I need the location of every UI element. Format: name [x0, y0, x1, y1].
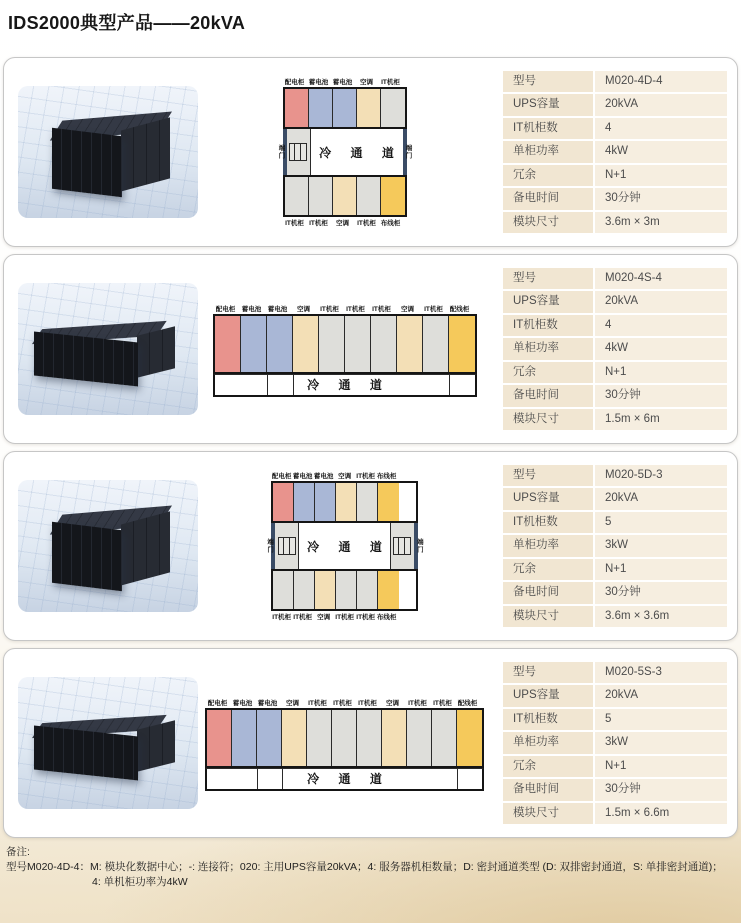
- spec-value: 4: [595, 118, 727, 140]
- diagram-cell-label: 蓄电池: [292, 473, 313, 480]
- diagram-cell-label: 蓄电池: [332, 79, 353, 86]
- spec-label: 单柜功率: [503, 535, 593, 557]
- diagram-cell-battery: [309, 89, 333, 127]
- diagram-cell-it: [294, 571, 315, 609]
- spec-value: 3.6m × 3m: [595, 212, 727, 234]
- diagram-cell-it: [345, 316, 371, 372]
- cabinet-face: [34, 332, 138, 387]
- diagram-cell-battery: [241, 316, 267, 372]
- diagram-cell-cable: [378, 483, 399, 521]
- cold-aisle-label: 冷 通 道: [307, 772, 390, 786]
- end-door-label: 端门: [277, 144, 285, 160]
- footnote-line1: 型号M020-4D-4：M: 模块化数据中心；-: 连接符；020: 主用UPS容量20kVA；4: 服务器机柜数量；D: 密封通道类型 (D: 双排密封通道，S: 单排密封通道)；: [6, 861, 723, 874]
- spec-label: UPS容量: [503, 291, 593, 313]
- spec-label: 备电时间: [503, 385, 593, 407]
- diagram-cell-battery: [257, 710, 282, 766]
- spec-label: 模块尺寸: [503, 212, 593, 234]
- diagram-cell-it: [357, 710, 382, 766]
- spec-value: 3kW: [595, 732, 727, 754]
- cabinet-face: [52, 522, 122, 591]
- spec-table: [503, 465, 727, 628]
- aisle-divider: [457, 769, 458, 789]
- diagram-cell-label: IT机柜: [424, 305, 443, 313]
- diagram-cell-it: [423, 316, 449, 372]
- spec-value: M020-4S-4: [595, 268, 727, 290]
- diagram-cell-label: IT机柜: [372, 305, 391, 313]
- cabinet-face: [121, 118, 170, 192]
- diagram-cell-label: IT机柜: [308, 699, 327, 707]
- diagram-cell-ac: [315, 571, 336, 609]
- diagram-cell-it: [307, 710, 332, 766]
- diagram-cell-label: IT机柜: [356, 473, 376, 480]
- diagram-cell-label: 布线柜: [380, 220, 401, 227]
- diagram-cell-ac: [293, 316, 319, 372]
- diagram-cell-label: IT机柜: [357, 220, 376, 227]
- diagram-cell-battery: [232, 710, 257, 766]
- diagram-cell-power: [215, 316, 241, 372]
- spec-label: IT机柜数: [503, 512, 593, 534]
- spec-value: N+1: [595, 165, 727, 187]
- product-panel: [3, 648, 738, 838]
- footnote-label: 备注:: [6, 846, 30, 858]
- diagram-cell-label: IT机柜: [356, 614, 376, 621]
- diagram-cell-row: [213, 314, 477, 374]
- diagram-cell-row: [271, 569, 418, 611]
- diagram-cell-battery: [315, 483, 336, 521]
- spec-value: N+1: [595, 362, 727, 384]
- layout-diagram: [266, 469, 423, 623]
- diagram-cell-battery: [333, 89, 357, 127]
- spec-label: 备电时间: [503, 779, 593, 801]
- diagram-cell-it: [357, 571, 378, 609]
- diagram-area: [198, 469, 491, 623]
- spec-label: IT机柜数: [503, 709, 593, 731]
- spec-value: 1.5m × 6.6m: [595, 803, 727, 825]
- diagram-cell-label: 配电柜: [207, 699, 228, 707]
- diagram-cell-label: 蓄电池: [267, 305, 288, 313]
- spec-label: 备电时间: [503, 582, 593, 604]
- diagram-cell-cable: [449, 316, 475, 372]
- diagram-cell-label: 空调: [338, 473, 352, 480]
- spec-value: 5: [595, 512, 727, 534]
- diagram-cell-label: IT机柜: [293, 614, 313, 621]
- diagram-cell-label: 空调: [286, 699, 299, 707]
- spec-value: 3kW: [595, 535, 727, 557]
- spec-value: 4kW: [595, 141, 727, 163]
- spec-value: 4: [595, 315, 727, 337]
- aisle-divider: [267, 375, 268, 395]
- diagram-labels-bottom: [271, 612, 418, 623]
- aisle-divider: [282, 769, 283, 789]
- server-cabinets-image: [18, 86, 198, 218]
- spec-label: 模块尺寸: [503, 606, 593, 628]
- diagram-cell-label: 布线柜: [376, 614, 397, 621]
- cold-aisle-band: [277, 129, 412, 175]
- spec-label: 冗余: [503, 165, 593, 187]
- diagram-cell-ac: [336, 483, 357, 521]
- diagram-cell-label: 蓄电池: [232, 699, 253, 707]
- aisle-divider: [257, 769, 258, 789]
- diagram-cell-power: [207, 710, 232, 766]
- server-cabinets-image: [18, 677, 198, 809]
- cabinet-face: [121, 512, 170, 586]
- diagram-cell-label: 空调: [317, 614, 331, 621]
- spec-value: 20kVA: [595, 685, 727, 707]
- diagram-labels-top: [271, 469, 418, 480]
- spec-value: 20kVA: [595, 291, 727, 313]
- end-door-cells: [278, 537, 296, 555]
- spec-value: N+1: [595, 756, 727, 778]
- diagram-cell-label: 空调: [401, 305, 414, 313]
- diagram-cell-battery: [267, 316, 293, 372]
- diagram-cell-label: 配线柜: [449, 305, 470, 313]
- spec-value: N+1: [595, 559, 727, 581]
- diagram-cell-it: [371, 316, 397, 372]
- layout-diagram: [205, 696, 484, 791]
- diagram-area: [198, 75, 491, 229]
- cabinet-face: [137, 326, 175, 378]
- cold-aisle-label: 冷 通 道: [307, 378, 390, 392]
- cold-aisle-band: [205, 768, 484, 791]
- end-door-cells: [393, 537, 411, 555]
- diagram-cell-label: 配电柜: [271, 473, 292, 480]
- diagram-cell-it: [357, 177, 381, 215]
- diagram-cell-it: [285, 177, 309, 215]
- product-panel: [3, 254, 738, 444]
- product-panel: [3, 451, 738, 641]
- spec-value: M020-5D-3: [595, 465, 727, 487]
- diagram-cell-label: 蓄电池: [257, 699, 278, 707]
- diagram-cell-it: [319, 316, 345, 372]
- cold-aisle-band: [266, 523, 423, 569]
- end-door-label: 端门: [415, 538, 423, 554]
- spec-label: 型号: [503, 268, 593, 290]
- diagram-cell-ac: [282, 710, 307, 766]
- diagram-cell-label: IT机柜: [408, 699, 427, 707]
- diagram-cell-label: IT机柜: [285, 220, 304, 227]
- diagram-cell-ac: [357, 89, 381, 127]
- spec-value: M020-4D-4: [595, 71, 727, 93]
- diagram-cell-row: [205, 708, 484, 768]
- diagram-cell-label: 蓄电池: [308, 79, 329, 86]
- cold-aisle-label: 冷 通 道: [307, 539, 390, 554]
- cold-aisle-label: 冷 通 道: [319, 145, 402, 160]
- spec-label: 冗余: [503, 559, 593, 581]
- end-door-cells: [289, 143, 307, 161]
- diagram-cell-label: 空调: [297, 305, 310, 313]
- diagram-cell-label: IT机柜: [320, 305, 339, 313]
- spec-value: 5: [595, 709, 727, 731]
- end-door-label: 端门: [266, 538, 274, 554]
- diagram-cell-cable: [457, 710, 482, 766]
- spec-value: 30分钟: [595, 582, 727, 604]
- cabinet-face: [52, 128, 122, 197]
- end-door-block: [390, 523, 414, 569]
- spec-label: 冗余: [503, 362, 593, 384]
- cold-aisle-band: [213, 374, 477, 397]
- diagram-cell-label: 布线柜: [376, 473, 397, 480]
- diagram-cell-ac: [382, 710, 407, 766]
- diagram-cell-it: [336, 571, 357, 609]
- diagram-cell-battery: [294, 483, 315, 521]
- diagram-cell-row: [283, 87, 407, 129]
- diagram-cell-label: IT机柜: [346, 305, 365, 313]
- diagram-labels-bottom: [283, 218, 407, 229]
- diagram-labels-top: [283, 75, 407, 86]
- diagram-cell-label: IT机柜: [309, 220, 328, 227]
- end-door-block: [287, 129, 311, 175]
- diagram-cell-label: IT机柜: [272, 614, 292, 621]
- spec-value: M020-5S-3: [595, 662, 727, 684]
- diagram-cell-power: [273, 483, 294, 521]
- spec-table: [503, 71, 727, 234]
- diagram-cell-cable: [378, 571, 399, 609]
- diagram-cell-label: IT机柜: [335, 614, 355, 621]
- spec-label: 单柜功率: [503, 338, 593, 360]
- diagram-cell-it: [407, 710, 432, 766]
- end-door-block: [275, 523, 299, 569]
- spec-value: 30分钟: [595, 385, 727, 407]
- spec-label: 型号: [503, 662, 593, 684]
- diagram-cell-label: IT机柜: [381, 79, 400, 86]
- diagram-cell-row: [283, 175, 407, 217]
- spec-label: IT机柜数: [503, 315, 593, 337]
- end-door-label: 端门: [404, 144, 412, 160]
- footnote: [6, 845, 741, 891]
- spec-label: 备电时间: [503, 188, 593, 210]
- diagram-cell-label: 蓄电池: [313, 473, 334, 480]
- layout-diagram: [277, 75, 412, 229]
- diagram-cell-it: [381, 89, 405, 127]
- diagram-cell-it: [432, 710, 457, 766]
- diagram-cell-ac: [397, 316, 423, 372]
- diagram-labels-top: [213, 302, 477, 313]
- diagram-cell-cable: [381, 177, 405, 215]
- spec-label: 冗余: [503, 756, 593, 778]
- spec-label: 型号: [503, 71, 593, 93]
- spec-value: 1.5m × 6m: [595, 409, 727, 431]
- diagram-cell-label: 空调: [386, 699, 399, 707]
- spec-label: 型号: [503, 465, 593, 487]
- spec-value: 20kVA: [595, 488, 727, 510]
- diagram-cell-label: 空调: [360, 79, 373, 86]
- diagram-cell-it: [357, 483, 378, 521]
- diagram-cell-it: [309, 177, 333, 215]
- cabinet-face: [34, 726, 138, 781]
- spec-label: IT机柜数: [503, 118, 593, 140]
- diagram-cell-label: 配线柜: [457, 699, 478, 707]
- diagram-cell-label: 蓄电池: [241, 305, 262, 313]
- server-cabinets-image: [18, 283, 198, 415]
- spec-label: 单柜功率: [503, 732, 593, 754]
- end-door-cell: [405, 537, 411, 555]
- spec-label: UPS容量: [503, 488, 593, 510]
- footnote-body: [6, 860, 741, 890]
- diagram-cell-ac: [333, 177, 357, 215]
- cabinet-face: [137, 720, 175, 772]
- spec-label: UPS容量: [503, 94, 593, 116]
- diagram-cell-label: IT机柜: [433, 699, 452, 707]
- layout-diagram: [213, 302, 477, 397]
- diagram-cell-row: [271, 481, 418, 523]
- spec-value: 30分钟: [595, 188, 727, 210]
- end-door-cell: [301, 143, 307, 161]
- diagram-cell-label: 配电柜: [284, 79, 305, 86]
- diagram-cell-label: 空调: [336, 220, 349, 227]
- spec-table: [503, 268, 727, 431]
- end-door-cell: [290, 537, 296, 555]
- diagram-cell-power: [285, 89, 309, 127]
- footnote-line2: 4: 单机柜功率为4kW: [92, 876, 188, 889]
- spec-value: 3.6m × 3.6m: [595, 606, 727, 628]
- page-title: IDS2000典型产品——20kVA: [8, 13, 246, 33]
- spec-label: 单柜功率: [503, 141, 593, 163]
- spec-label: 模块尺寸: [503, 803, 593, 825]
- spec-table: [503, 662, 727, 825]
- diagram-cell-it: [273, 571, 294, 609]
- spec-label: 模块尺寸: [503, 409, 593, 431]
- server-cabinets-image: [18, 480, 198, 612]
- diagram-labels-top: [205, 696, 484, 707]
- aisle-divider: [449, 375, 450, 395]
- spec-label: UPS容量: [503, 685, 593, 707]
- diagram-cell-label: 配电柜: [215, 305, 236, 313]
- spec-value: 4kW: [595, 338, 727, 360]
- product-panel: [3, 57, 738, 247]
- aisle-divider: [293, 375, 294, 395]
- diagram-cell-it: [332, 710, 357, 766]
- diagram-cell-label: IT机柜: [333, 699, 352, 707]
- product-panels: [0, 57, 741, 838]
- diagram-area: [198, 302, 491, 397]
- spec-value: 30分钟: [595, 779, 727, 801]
- diagram-cell-label: IT机柜: [358, 699, 377, 707]
- diagram-area: [198, 696, 491, 791]
- spec-value: 20kVA: [595, 94, 727, 116]
